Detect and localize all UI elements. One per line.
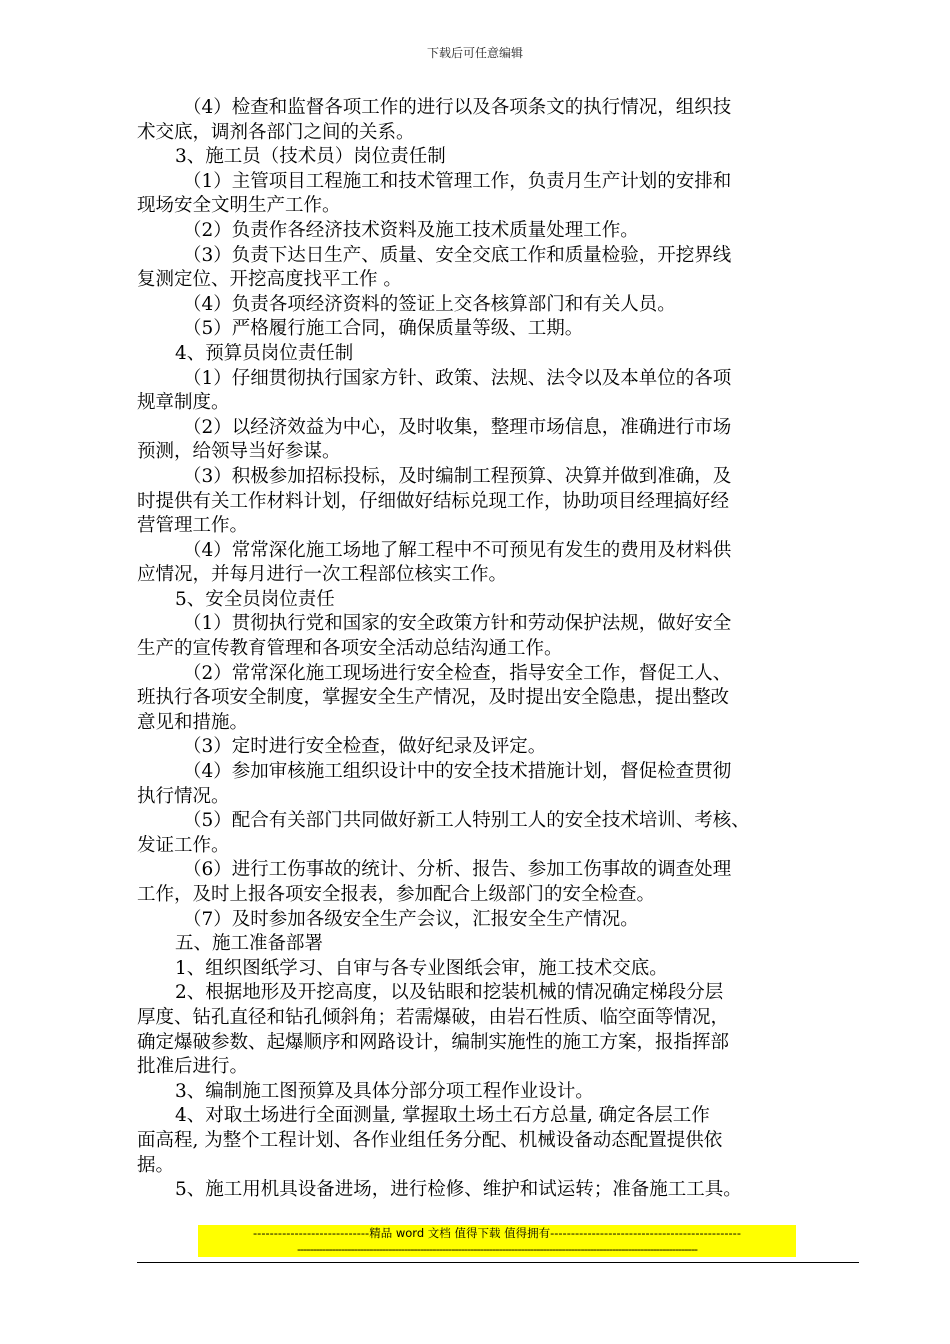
paragraph-line: 2、根据地形及开挖高度，以及钻眼和挖装机械的情况确定梯段分层 bbox=[175, 982, 724, 1004]
footer-line-1: ----------------------------精品 word 文档 值得下载 值得拥有---------------------------------------------- bbox=[253, 1226, 741, 1240]
paragraph-line: （4）检查和监督各项工作的进行以及各项条文的执行情况，组织技 bbox=[183, 97, 732, 118]
paragraph-line: 1、组织图纸学习、自审与各专业图纸会审，施工技术交底。 bbox=[175, 957, 668, 979]
footer-banner bbox=[198, 1225, 796, 1257]
paragraph-line: （1）主管项目工程施工和技术管理工作，负责月生产计划的安排和 bbox=[183, 170, 732, 192]
paragraph-line: （2）负责作各经济技术资料及施工技术质量处理工作。 bbox=[183, 219, 639, 241]
section-heading: 3、施工员（技术员）岗位责任制 bbox=[175, 146, 446, 168]
paragraph-line: 生产的宣传教育管理和各项安全活动总结沟通工作。 bbox=[137, 638, 563, 660]
paragraph-line: 3、编制施工图预算及具体分部分项工程作业设计。 bbox=[175, 1080, 594, 1102]
paragraph-line: 术交底，调剂各部门之间的关系。 bbox=[137, 121, 415, 143]
paragraph-line: 时提供有关工作材料计划，仔细做好结标兑现工作，协助项目经理搞好经 bbox=[137, 490, 730, 512]
paragraph-line: （3）定时进行安全检查，做好纪录及评定。 bbox=[183, 736, 547, 758]
paragraph-line: （1）贯彻执行党和国家的安全政策方针和劳动保护法规，做好安全 bbox=[183, 613, 732, 635]
paragraph-line: 据。 bbox=[137, 1154, 175, 1176]
paragraph-line: （1）仔细贯彻执行国家方针、政策、法规、法令以及本单位的各项 bbox=[183, 367, 732, 389]
paragraph-line: 5、施工用机具设备进场，进行检修、维护和试运转；准备施工工具。 bbox=[175, 1179, 742, 1201]
paragraph-line: 营管理工作。 bbox=[137, 515, 249, 537]
paragraph-line: （2）常常深化施工现场进行安全检查，指导安全工作，督促工人、 bbox=[183, 662, 732, 684]
paragraph-line: （4）常常深化施工场地了解工程中不可预见有发生的费用及材料供 bbox=[183, 539, 732, 561]
paragraph-line: （5）严格履行施工合同，确保质量等级、工期。 bbox=[183, 318, 584, 340]
page-header: 下载后可任意编辑 bbox=[426, 46, 523, 60]
paragraph-line: （6）进行工伤事故的统计、分析、报告、参加工伤事故的调查处理 bbox=[183, 859, 732, 881]
paragraph-line: 意见和措施。 bbox=[137, 711, 249, 733]
paragraph-line: （4）参加审核施工组织设计中的安全技术措施计划，督促检查贯彻 bbox=[183, 761, 732, 783]
paragraph-line: （3）负责下达日生产、质量、安全交底工作和质量检验，开挖界线 bbox=[183, 244, 732, 266]
paragraph-line: 发证工作。 bbox=[137, 834, 230, 856]
paragraph-line: （2）以经济效益为中心，及时收集，整理市场信息，准确进行市场 bbox=[183, 416, 732, 438]
paragraph-line: 厚度、钻孔直径和钻孔倾斜角；若需爆破，由岩石性质、临空面等情况， bbox=[137, 1006, 730, 1028]
paragraph-line: 4、对取土场进行全面测量, 掌握取土场土石方总量, 确定各层工作 bbox=[175, 1105, 710, 1127]
section-heading: 4、预算员岗位责任制 bbox=[175, 342, 354, 364]
paragraph-line: 规章制度。 bbox=[137, 392, 230, 414]
paragraph-line: 工作，及时上报各项安全报表，参加配合上级部门的安全检查。 bbox=[137, 884, 656, 905]
section-heading: 五、施工准备部署 bbox=[175, 933, 324, 955]
paragraph-line: 应情况，并每月进行一次工程部位核实工作。 bbox=[137, 564, 508, 586]
paragraph-line: 班执行各项安全制度，掌握安全生产情况，及时提出安全隐患，提出整改 bbox=[137, 687, 730, 709]
paragraph-line: （4）负责各项经济资料的签证上交各核算部门和有关人员。 bbox=[183, 293, 676, 315]
paragraph-line: 确定爆破参数、起爆顺序和网路设计，编制实施性的施工方案，报指挥部 bbox=[137, 1031, 730, 1053]
paragraph-line: 复测定位、开挖高度找平工作 。 bbox=[137, 269, 402, 291]
paragraph-line: 执行情况。 bbox=[137, 785, 230, 807]
paragraph-line: 预测，给领导当好参谋。 bbox=[137, 441, 341, 463]
paragraph-line: 批准后进行。 bbox=[137, 1056, 249, 1078]
footer-line-2: ------------------------------------------------------------------------------------------------------------------------------- bbox=[296, 1242, 697, 1256]
paragraph-line: （3）积极参加招标投标，及时编制工程预算、决算并做到准确，及 bbox=[183, 465, 732, 487]
footer-rule bbox=[137, 1262, 859, 1263]
paragraph-line: 面高程, 为整个工程计划、各作业组任务分配、机械设备动态配置提供依 bbox=[137, 1129, 723, 1151]
document-body bbox=[137, 96, 859, 1203]
paragraph-line: （7）及时参加各级安全生产会议，汇报安全生产情况。 bbox=[183, 908, 639, 930]
paragraph-line: 现场安全文明生产工作。 bbox=[137, 195, 341, 217]
paragraph-line: （5）配合有关部门共同做好新工人特别工人的安全技术培训、考核、 bbox=[183, 810, 750, 832]
section-heading: 5、安全员岗位责任 bbox=[175, 588, 335, 610]
